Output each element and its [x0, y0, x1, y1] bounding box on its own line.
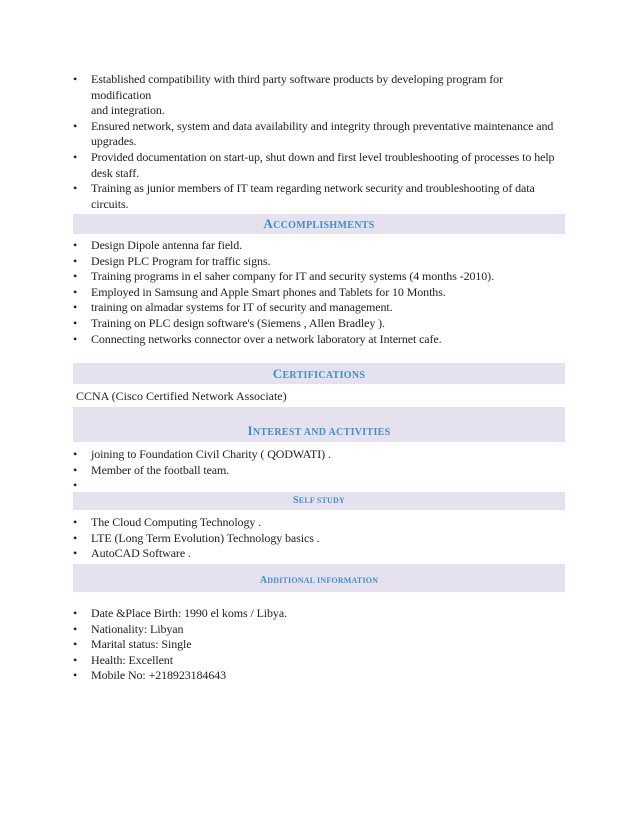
list-item-continuation: circuits. — [91, 196, 129, 211]
list-item: • joining to Foundation Civil Charity ( QODWATI) . — [73, 447, 565, 463]
list-item: • Member of the football team. — [73, 463, 565, 479]
list-item: • Training programs in el saher company for IT and security systems (4 months -2010). — [73, 269, 565, 285]
list-item: • Ensured network, system and data availability and integrity through preventative maintenance and — [73, 119, 565, 135]
list-item: • training on almadar systems for IT of security and management. — [73, 300, 565, 316]
interest-heading: INTEREST AND ACTIVITIES — [73, 407, 565, 442]
list-item: • Training as junior members of IT team regarding network security and troubleshooting of data — [73, 181, 565, 197]
list-item: • Health: Excellent — [73, 653, 565, 669]
list-item: • Mobile No: +218923184643 — [73, 668, 565, 684]
list-item: • Provided documentation on start-up, shut down and first level troubleshooting of processes to help — [73, 150, 565, 166]
list-item: • Marital status: Single — [73, 637, 565, 653]
list-item: • The Cloud Computing Technology . — [73, 515, 565, 531]
accomplishments-list — [73, 238, 565, 347]
list-item: • Design PLC Program for traffic signs. — [73, 254, 565, 270]
list-item: • Design Dipole antenna far field. — [73, 238, 565, 254]
list-item: • LTE (Long Term Evolution) Technology basics . — [73, 531, 565, 547]
list-item: • Date &Place Birth: 1990 el koms / Libya. — [73, 606, 565, 622]
list-item: • Employed in Samsung and Apple Smart phones and Tablets for 10 Months. — [73, 285, 565, 301]
list-item: • Connecting networks connector over a network laboratory at Internet cafe. — [73, 332, 565, 348]
interest-block — [73, 447, 565, 494]
interest-list — [73, 447, 565, 494]
additional-information-heading: ADDITIONAL INFORMATION — [73, 564, 565, 592]
list-item-continuation: upgrades. — [91, 134, 137, 149]
accomplishments-heading: ACCOMPLISHMENTS — [73, 214, 565, 234]
additional-information-block — [73, 606, 565, 684]
list-item: • Nationality: Libyan — [73, 622, 565, 638]
list-item: • AutoCAD Software . — [73, 546, 565, 562]
intro-list-block — [73, 72, 565, 212]
list-item-continuation: desk staff. — [91, 165, 140, 180]
accomplishments-block — [73, 238, 565, 347]
list-item: • Established compatibility with third party software products by developing program for modification — [73, 72, 565, 103]
certifications-heading: CERTIFICATIONS — [73, 363, 565, 384]
additional-information-list — [73, 606, 565, 684]
self-study-block — [73, 515, 565, 562]
intro-list — [73, 72, 565, 212]
list-item: • Training on PLC design software's (Siemens , Allen Bradley ). — [73, 316, 565, 332]
self-study-heading: SELF STUDY — [73, 492, 565, 510]
list-item-continuation: and integration. — [91, 103, 165, 118]
self-study-list — [73, 515, 565, 562]
certification-text: CCNA (Cisco Certified Network Associate) — [76, 389, 287, 403]
